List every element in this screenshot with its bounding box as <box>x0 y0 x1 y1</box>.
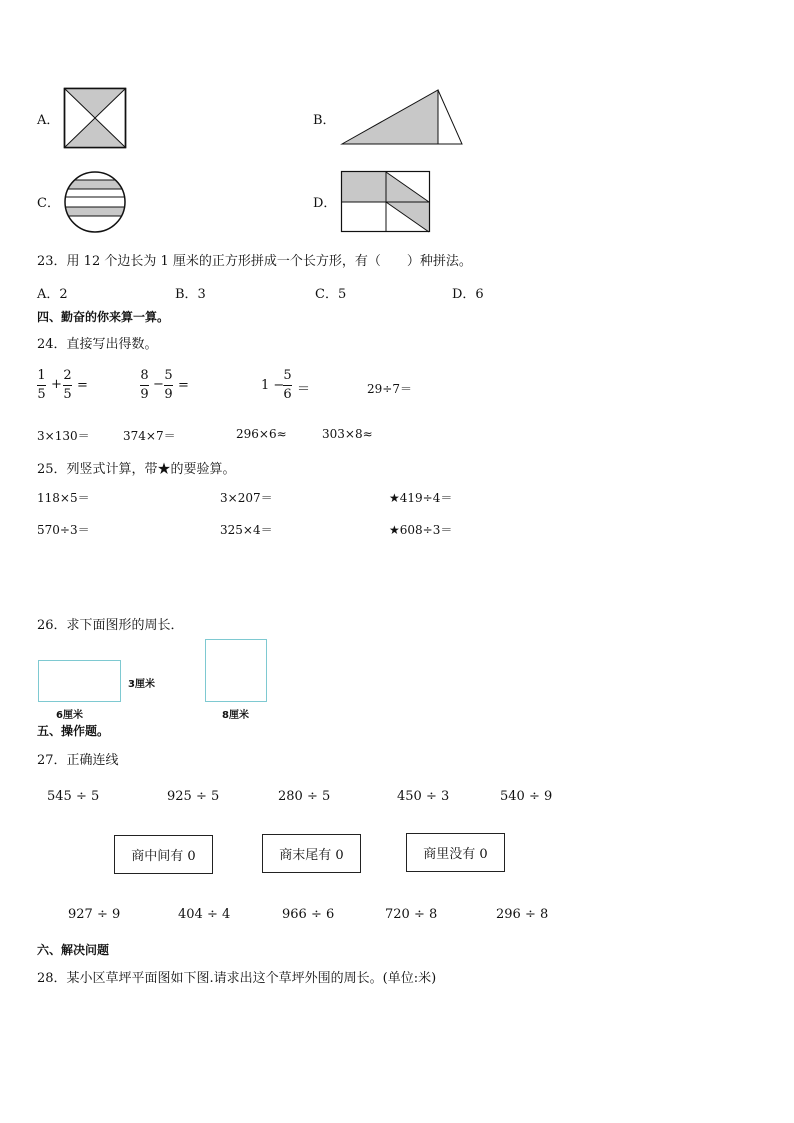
option-b-figure <box>341 89 463 145</box>
top-expr-4[interactable]: 450 ÷ 3 <box>397 789 450 804</box>
q24-title: 24．直接写出得数。 <box>37 337 158 352</box>
calc-3x130: 3×130＝ <box>37 429 90 443</box>
bottom-expr-1[interactable]: 927 ÷ 9 <box>68 907 121 922</box>
option-c-label: C． <box>37 196 60 211</box>
minus-operator: − <box>153 377 164 392</box>
calc-296x6: 296×6≈ <box>236 427 287 441</box>
fraction-2b: 5 9 <box>164 368 173 402</box>
option-b-label: B． <box>313 113 336 128</box>
calc-118x5: 118×5＝ <box>37 491 90 505</box>
box-quotient-middle-zero[interactable]: 商中间有 0 <box>114 835 213 874</box>
calc-570div3: 570÷3＝ <box>37 523 90 537</box>
calc-374x7: 374×7＝ <box>123 429 176 443</box>
fraction-2a: 8 9 <box>140 368 149 402</box>
option-d-label: D． <box>313 196 337 211</box>
division-29-7: 29÷7＝ <box>367 382 412 396</box>
q23-option-c: C．5 <box>315 287 347 302</box>
calc-303x8: 303×8≈ <box>322 427 373 441</box>
equals-2: = <box>178 378 189 393</box>
q23-option-a: A．2 <box>37 287 68 302</box>
option-c-figure <box>64 171 126 233</box>
rectangle-bottom-label: 6厘米 <box>56 710 83 721</box>
fraction-1b: 2 5 <box>63 368 72 402</box>
square-figure <box>205 639 267 702</box>
calc-608div3: ★608÷3＝ <box>389 523 453 537</box>
top-expr-2[interactable]: 925 ÷ 5 <box>167 789 220 804</box>
top-expr-3[interactable]: 280 ÷ 5 <box>278 789 331 804</box>
bottom-expr-3[interactable]: 966 ÷ 6 <box>282 907 335 922</box>
section-5-heading: 五、操作题。 <box>37 724 110 738</box>
bottom-expr-4[interactable]: 720 ÷ 8 <box>385 907 438 922</box>
whole-minus: 1 − <box>261 378 285 393</box>
plus-operator: + <box>51 377 62 392</box>
equals-1: = <box>77 378 88 393</box>
q25-title: 25．列竖式计算，带★的要验算。 <box>37 462 236 477</box>
q23-text: 23．用 12 个边长为 1 厘米的正方形拼成一个长方形，有（ ）种拼法。 <box>37 254 472 269</box>
box-quotient-end-zero[interactable]: 商末尾有 0 <box>262 834 361 873</box>
square-bottom-label: 8厘米 <box>222 710 249 721</box>
rectangle-side-label: 3厘米 <box>128 679 155 690</box>
q23-option-b: B．3 <box>175 287 206 302</box>
box-quotient-no-zero[interactable]: 商里没有 0 <box>406 833 505 872</box>
equals-3: ＝ <box>297 382 311 397</box>
q27-title: 27．正确连线 <box>37 753 119 768</box>
option-a-label: A． <box>37 113 60 128</box>
top-expr-5[interactable]: 540 ÷ 9 <box>500 789 553 804</box>
section-6-heading: 六、解决问题 <box>37 943 110 957</box>
rectangle-figure <box>38 660 121 702</box>
option-a-figure <box>64 88 126 148</box>
section-4-heading: 四、勤奋的你来算一算。 <box>37 310 170 324</box>
calc-3x207: 3×207＝ <box>220 491 273 505</box>
top-expr-1[interactable]: 545 ÷ 5 <box>47 789 100 804</box>
q28-text: 28．某小区草坪平面图如下图.请求出这个草坪外围的周长。(单位:米) <box>37 971 437 986</box>
option-d-figure <box>341 171 431 233</box>
bottom-expr-2[interactable]: 404 ÷ 4 <box>178 907 231 922</box>
calc-325x4: 325×4＝ <box>220 523 273 537</box>
calc-419div4: ★419÷4＝ <box>389 491 453 505</box>
q23-option-d: D．6 <box>452 287 484 302</box>
fraction-1a: 1 5 <box>37 368 46 402</box>
bottom-expr-5[interactable]: 296 ÷ 8 <box>496 907 549 922</box>
fraction-3: 5 6 <box>283 368 292 402</box>
q26-title: 26．求下面图形的周长． <box>37 618 184 633</box>
